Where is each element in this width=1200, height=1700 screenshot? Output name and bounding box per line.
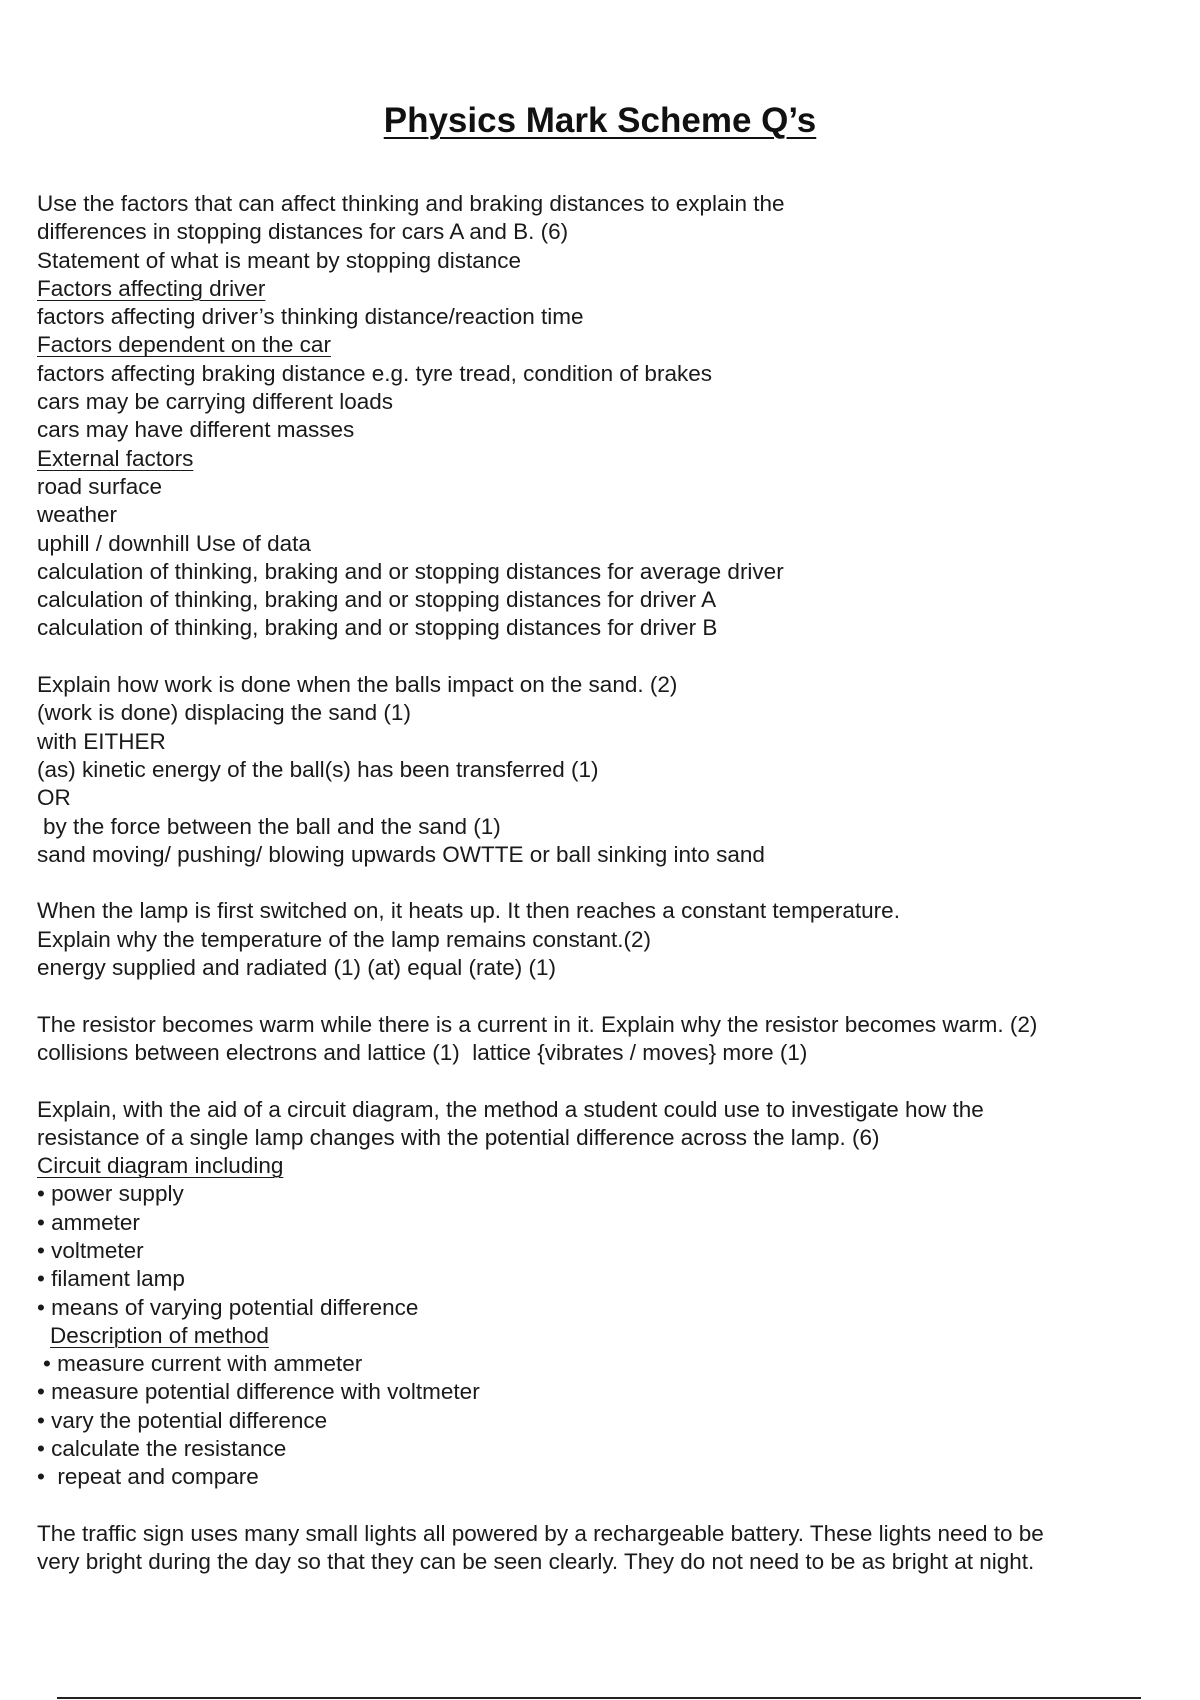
paragraph-gap xyxy=(37,1492,1177,1520)
question-text: Use the factors that can affect thinking and braking distances to explain the xyxy=(37,191,785,216)
answer-line: calculation of thinking, braking and or stopping distances for driver A xyxy=(37,587,717,613)
answer-line: cars may be carrying different loads xyxy=(37,389,394,415)
answer-line: OR xyxy=(37,785,71,811)
question-lamp-temperature xyxy=(37,897,1177,982)
answer-line: with EITHER xyxy=(37,728,166,754)
bullet-item: • vary the potential difference xyxy=(37,1407,328,1433)
question-text: differences in stopping distances for cars A and B. (6) xyxy=(37,219,569,245)
section-heading: Factors affecting driver xyxy=(37,275,266,301)
question-stopping-distance xyxy=(37,190,1177,643)
question-text: Explain why the temperature of the lamp remains constant.(2) xyxy=(37,926,652,952)
bullet-item: • calculate the resistance xyxy=(37,1436,287,1462)
mark-scheme-content xyxy=(37,190,1177,1577)
answer-line: collisions between electrons and lattice (1) lattice {vibrates / moves} more (1) xyxy=(37,1039,808,1065)
section-heading: External factors xyxy=(37,445,194,471)
bullet-item: • ammeter xyxy=(37,1209,140,1235)
paragraph-gap xyxy=(37,982,1177,1010)
bullet-item: • power supply xyxy=(37,1181,184,1207)
bullet-item: • repeat and compare xyxy=(37,1464,259,1490)
question-work-done-sand xyxy=(37,671,1177,869)
answer-line: cars may have different masses xyxy=(37,417,355,443)
bullet-item: • means of varying potential difference xyxy=(37,1294,419,1320)
bullet-item: • filament lamp xyxy=(37,1266,185,1292)
answer-line: calculation of thinking, braking and or stopping distances for average driver xyxy=(37,558,784,584)
section-heading: Circuit diagram including xyxy=(37,1153,284,1179)
bullet-item: • voltmeter xyxy=(37,1237,144,1263)
answer-line: energy supplied and radiated (1) (at) equal (rate) (1) xyxy=(37,955,557,981)
question-lamp-resistance xyxy=(37,1096,1177,1492)
question-resistor-warm xyxy=(37,1011,1177,1068)
section-heading: Description of method xyxy=(50,1322,269,1348)
paragraph-gap xyxy=(37,869,1177,897)
answer-line: sand moving/ pushing/ blowing upwards OWTTE or ball sinking into sand xyxy=(37,841,765,867)
answer-line: (as) kinetic energy of the ball(s) has been transferred (1) xyxy=(37,756,599,782)
answer-line: uphill / downhill Use of data xyxy=(37,530,311,556)
answer-line: road surface xyxy=(37,473,163,499)
answer-line: factors affecting braking distance e.g. tyre tread, condition of brakes xyxy=(37,360,712,386)
paragraph-gap xyxy=(37,1067,1177,1095)
question-text: Explain how work is done when the balls impact on the sand. (2) xyxy=(37,672,678,698)
answer-line: factors affecting driver’s thinking distance/reaction time xyxy=(37,304,584,330)
question-text: resistance of a single lamp changes with the potential difference across the lamp. (6) xyxy=(37,1124,880,1150)
bullet-item: • measure potential difference with voltmeter xyxy=(37,1379,480,1405)
page-title: Physics Mark Scheme Q’s xyxy=(383,101,817,140)
answer-line: (work is done) displacing the sand (1) xyxy=(37,700,411,726)
question-text: Explain, with the aid of a circuit diagram, the method a student could use to investigate how the xyxy=(37,1096,984,1122)
bottom-divider xyxy=(57,1697,1141,1699)
question-text: When the lamp is first switched on, it heats up. It then reaches a constant temperature. xyxy=(37,898,900,924)
question-traffic-sign xyxy=(37,1520,1177,1577)
paragraph-gap xyxy=(37,643,1177,671)
question-text: The traffic sign uses many small lights all powered by a rechargeable battery. These lights need to be xyxy=(37,1520,1044,1546)
question-text: The resistor becomes warm while there is a current in it. Explain why the resistor becomes warm. (2) xyxy=(37,1011,1038,1037)
section-heading: Factors dependent on the car xyxy=(37,332,331,358)
answer-line: calculation of thinking, braking and or stopping distances for driver B xyxy=(37,615,718,641)
answer-line: by the force between the ball and the sand (1) xyxy=(43,813,501,839)
bullet-item: • measure current with ammeter xyxy=(43,1351,363,1377)
answer-line: Statement of what is meant by stopping distance xyxy=(37,247,522,273)
answer-line: weather xyxy=(37,502,118,528)
question-text: very bright during the day so that they can be seen clearly. They do not need to be as bright at night. xyxy=(37,1549,1035,1575)
